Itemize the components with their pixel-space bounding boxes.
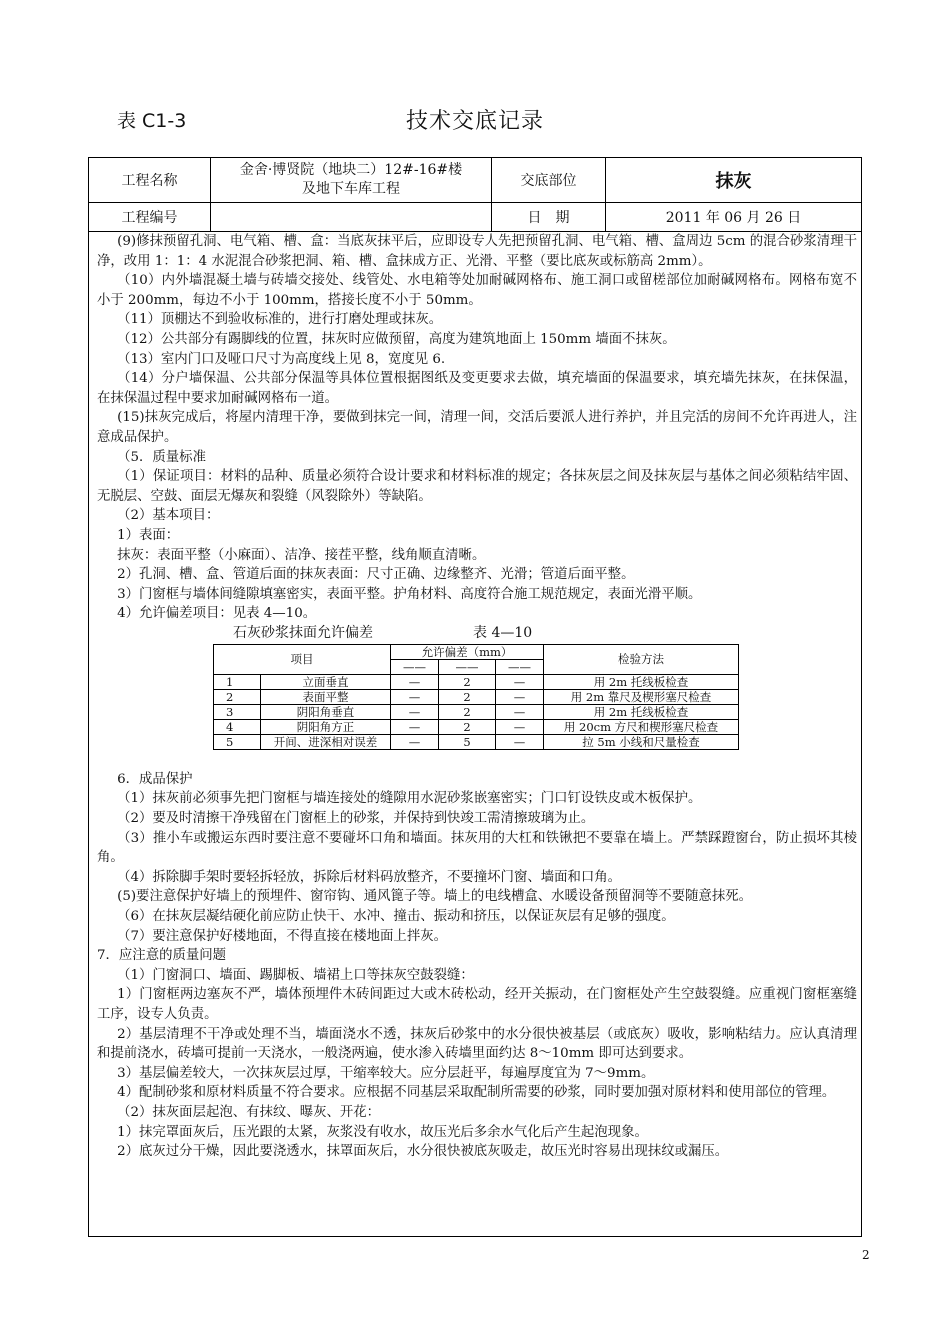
part-label: 交底部位: [492, 158, 606, 203]
table-caption-number: 表 4—10: [473, 624, 533, 641]
cell-dev: 2: [439, 674, 496, 689]
paragraph: （7）要注意保护好楼地面，不得直接在楼地面上拌灰。: [117, 928, 447, 944]
cell-dev: 2: [439, 719, 496, 734]
form-code: 表 C1-3: [117, 110, 187, 132]
section-heading: 6．成品保护: [117, 771, 193, 787]
cell-dev: —: [391, 719, 439, 734]
paragraph: (15)抹灰完成后，将屋内清理干净，要做到抹完一间，清理一间，交活后要派人进行养护，并且完活的房间不允许再进人，注意成品保护。: [97, 410, 857, 445]
paragraph: 3）基层偏差较大，一次抹灰层过厚，干缩率较大。应分层赶平，每遍厚度宜为 7～9mm。: [117, 1065, 655, 1081]
project-name-line1: 金舍·博贤院（地块二）12#-16#楼: [239, 162, 463, 178]
cell-method: 拉 5m 小线和尺量检查: [544, 734, 739, 749]
content-box: [88, 230, 862, 1237]
paragraph: （4）拆除脚手架时要轻拆轻放，拆除后材料码放整齐，不要撞坏门窗、墙面和口角。: [117, 869, 622, 885]
page-number: 2: [862, 1248, 870, 1262]
table-header-deviation: 允许偏差（mm）: [391, 644, 544, 659]
paragraph: （6）在抹灰层凝结硬化前应防止快干、水冲、撞击、振动和挤压，以保证灰层有足够的强度。: [117, 909, 675, 925]
cell-no: 4: [214, 719, 261, 734]
cell-dev: —: [391, 689, 439, 704]
page-title: 技术交底记录: [405, 109, 544, 134]
cell-dev: 2: [439, 689, 496, 704]
part-value: 抹灰: [606, 158, 862, 203]
cell-method: 用 20cm 方尺和楔形塞尺检查: [544, 719, 739, 734]
cell-dev: —: [391, 734, 439, 749]
project-no-value: [211, 203, 492, 232]
cell-item: 阴阳角方正: [261, 719, 391, 734]
cell-method: 用 2m 靠尺及楔形塞尺检查: [544, 689, 739, 704]
paragraph: (9)修抹预留孔洞、电气箱、槽、盒：当底灰抹平后，应即设专人先把预留孔洞、电气箱、槽、盒周边 5cm 的混合砂浆清理干净，改用 1：1：4 水泥混合砂浆把洞、箱、槽、盒抹成方正、光滑、平整（要比底灰或标筋高 2mm）。: [97, 234, 857, 269]
paragraph: 2）基层清理不干净或处理不当，墙面浇水不透，抹灰后砂浆中的水分很快被基层（或底灰）吸收，影响粘结力。应认真清理和提前浇水，砖墙可提前一天浇水，一般浇两遍，使水渗入砖墙里面约达 8～10mm 即可达到要求。: [97, 1026, 857, 1062]
table-row: [214, 704, 739, 719]
info-table: [88, 157, 862, 232]
paragraph: 1）表面：: [117, 527, 180, 543]
paragraph: 1）门窗框两边塞灰不严，墙体预埋件木砖间距过大或木砖松动，经开关振动，在门窗框处产生空鼓裂缝。应重视门窗框塞缝工序，设专人负责。: [97, 987, 857, 1022]
paragraph: 抹灰：表面平整（小麻面）、洁净、接茬平整，线角顺直清晰。: [117, 547, 486, 563]
table-row: [214, 674, 739, 689]
project-no-label: 工程编号: [89, 203, 211, 232]
table-header-method: 检验方法: [544, 644, 739, 674]
cell-dev: 2: [439, 704, 496, 719]
table-row: [214, 734, 739, 749]
paragraph: （11）顶棚达不到验收标准的，进行打磨处理或抹灰。: [117, 312, 443, 328]
cell-dev: —: [391, 704, 439, 719]
paragraph: 4）允许偏差项目：见表 4—10。: [117, 606, 317, 622]
cell-dev: —: [391, 674, 439, 689]
cell-no: 5: [214, 734, 261, 749]
project-name-value: [211, 158, 492, 203]
cell-dev: —: [496, 689, 544, 704]
cell-dev: —: [496, 734, 544, 749]
cell-dev: —: [496, 674, 544, 689]
paragraph: （1）抹灰前必须事先把门窗框与墙连接处的缝隙用水泥砂浆嵌塞密实；门口钉设铁皮或木板保护。: [117, 791, 702, 807]
paragraph: （12）公共部分有踢脚线的位置，抹灰时应做预留，高度为建筑地面上 150mm 墙面不抹灰。: [117, 331, 676, 347]
table-row: [214, 719, 739, 734]
paragraph: （14）分户墙保温、公共部分保温等具体位置根据图纸及变更要求去做，填充墙面的保温要求，填充墙先抹灰，在抹保温，在抹保温过程中要求加耐碱网格布一道。: [97, 371, 857, 406]
content-text: [97, 232, 857, 1162]
project-name-line2: 及地下车库工程: [302, 181, 400, 197]
cell-no: 1: [214, 674, 261, 689]
cell-method: 用 2m 托线板检查: [544, 674, 739, 689]
cell-dev: —: [496, 719, 544, 734]
cell-dev: —: [496, 704, 544, 719]
paragraph: (5)要注意保护好墙上的预埋件、窗帘钩、通风篦子等。墙上的电线槽盒、水暖设备预留洞等不要随意抹死。: [117, 889, 753, 905]
paragraph: （1）门窗洞口、墙面、踢脚板、墙裙上口等抹灰空鼓裂缝：: [117, 967, 474, 983]
project-name-label: 工程名称: [89, 158, 211, 203]
paragraph: 2）孔洞、槽、盒、管道后面的抹灰表面：尺寸正确、边缘整齐、光滑；管道后面平整。: [117, 567, 635, 583]
table-caption: [97, 624, 857, 644]
paragraph: （10）内外墙混凝土墙与砖墙交接处、线管处、水电箱等处加耐碱网格布、施工洞口或留槎部位加耐碱网格布。网格布宽不小于 200mm，每边不小于 100mm，搭接长度不小于 50mm。: [97, 273, 857, 308]
cell-item: 开间、进深相对误差: [261, 734, 391, 749]
cell-item: 表面平整: [261, 689, 391, 704]
paragraph: 1）抹完罩面灰后，压光跟的太紧，灰浆没有收水，故压光后多余水气化后产生起泡现象。: [117, 1124, 648, 1140]
paragraph: （2）抹灰面层起泡、有抹纹、曝灰、开花：: [117, 1104, 381, 1120]
table-caption-title: 石灰砂浆抹面允许偏差: [233, 624, 373, 641]
table-subheader: ——: [439, 659, 496, 674]
paragraph: （2）基本项目：: [117, 508, 220, 524]
paragraph: 4）配制砂浆和原材料质量不符合要求。应根据不同基层采取配制所需要的砂浆，同时要加强对原材料和使用部位的管理。: [117, 1085, 836, 1101]
cell-no: 3: [214, 704, 261, 719]
paragraph: （13）室内门口及哑口尺寸为高度线上见 8，宽度见 6.: [117, 351, 446, 367]
paragraph: （3）推小车或搬运东西时要注意不要碰坏口角和墙面。抹灰用的大杠和铁锹把不要靠在墙上。严禁踩蹬窗台，防止损坏其棱角。: [97, 830, 857, 866]
cell-method: 用 2m 托线板检查: [544, 704, 739, 719]
paragraph: 3）门窗框与墙体间缝隙填塞密实，表面平整。护角材料、高度符合施工规范规定，表面光滑平顺。: [117, 586, 702, 602]
deviation-table: [213, 644, 739, 750]
cell-dev: 5: [439, 734, 496, 749]
cell-no: 2: [214, 689, 261, 704]
paragraph: 2）底灰过分干燥，因此要浇透水，抹罩面灰后，水分很快被底灰吸走，故压光时容易出现抹纹或漏压。: [117, 1144, 729, 1160]
table-subheader: ——: [496, 659, 544, 674]
table-subheader: ——: [391, 659, 439, 674]
cell-item: 阴阳角垂直: [261, 704, 391, 719]
paragraph: （2）要及时清擦干净残留在门窗框上的砂浆，并保持到快竣工需清擦玻璃为止。: [117, 811, 595, 827]
date-label: 日 期: [492, 203, 606, 232]
date-value: 2011 年 06 月 26 日: [606, 203, 862, 232]
table-header-item: 项目: [214, 644, 391, 674]
section-heading: （5．质量标准: [117, 449, 206, 465]
section-heading: 7．应注意的质量问题: [97, 948, 227, 964]
paragraph: （1）保证项目：材料的品种、质量必须符合设计要求和材料标准的规定；各抹灰层之间及抹灰层与基体之间必须粘结牢固、无脱层、空鼓、面层无爆灰和裂缝（风裂除外）等缺陷。: [97, 469, 857, 504]
cell-item: 立面垂直: [261, 674, 391, 689]
table-row: [214, 689, 739, 704]
